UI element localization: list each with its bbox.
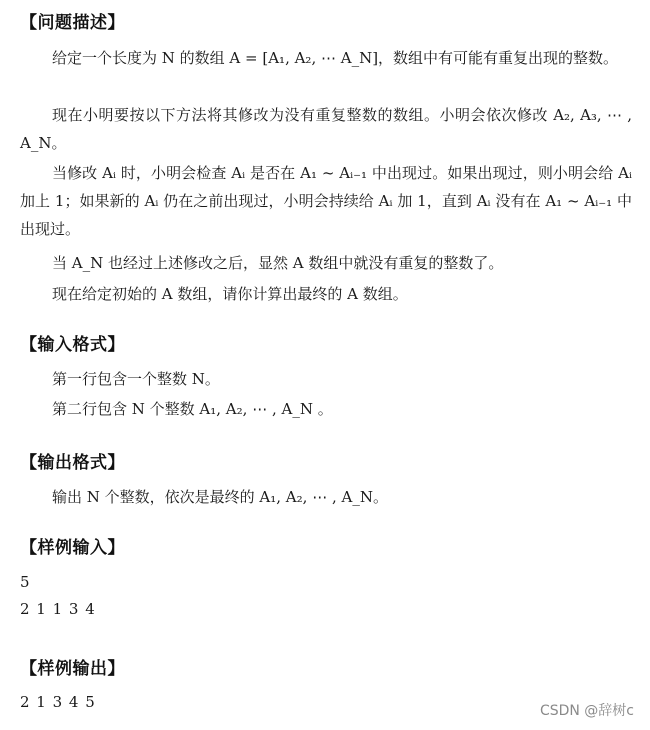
problem-description-heading: 【问题描述】 (20, 13, 125, 33)
problem-paragraph-5: 现在给定初始的 A 数组，请你计算出最终的 A 数组。 (52, 285, 408, 303)
sample-input-line-1: 5 (20, 573, 31, 591)
output-format-line-1: 输出 N 个整数，依次是最终的 A₁, A₂, ⋯ , A_N。 (52, 488, 388, 506)
sample-input-line-2: 2 1 1 3 4 (20, 600, 96, 618)
input-format-line-1: 第一行包含一个整数 N。 (52, 370, 220, 388)
sample-input-heading: 【样例输入】 (20, 538, 125, 558)
problem-paragraph-1: 给定一个长度为 N 的数组 A = [A₁, A₂, ⋯ A_N]，数组中有可能有重复出现的整数。 (52, 49, 619, 67)
problem-paragraph-4: 当 A_N 也经过上述修改之后，显然 A 数组中就没有重复的整数了。 (52, 254, 504, 272)
csdn-watermark: CSDN @辞树c (539, 703, 634, 719)
input-format-line-2: 第二行包含 N 个整数 A₁, A₂, ⋯ , A_N 。 (52, 400, 333, 418)
input-format-heading: 【输入格式】 (20, 335, 125, 355)
output-format-heading: 【输出格式】 (20, 453, 125, 473)
sample-output-heading: 【样例输出】 (20, 659, 125, 679)
problem-paragraph-3: 当修改 Aᵢ 时，小明会检查 Aᵢ 是否在 A₁ ~ Aᵢ₋₁ 中出现过。如果出现过，则小明会给 Aᵢ 加上 1；如果新的 Aᵢ 仍在之前出现过，小明会持续给 Aᵢ 加 1，直到 Aᵢ 没有在 A₁ ~ Aᵢ₋₁ 中出现过。 (20, 164, 632, 238)
problem-paragraph-2: 现在小明要按以下方法将其修改为没有重复整数的数组。小明会依次修改 A₂, A₃, ⋯ , A_N。 (20, 106, 632, 152)
sample-output-line-1: 2 1 3 4 5 (20, 693, 96, 711)
